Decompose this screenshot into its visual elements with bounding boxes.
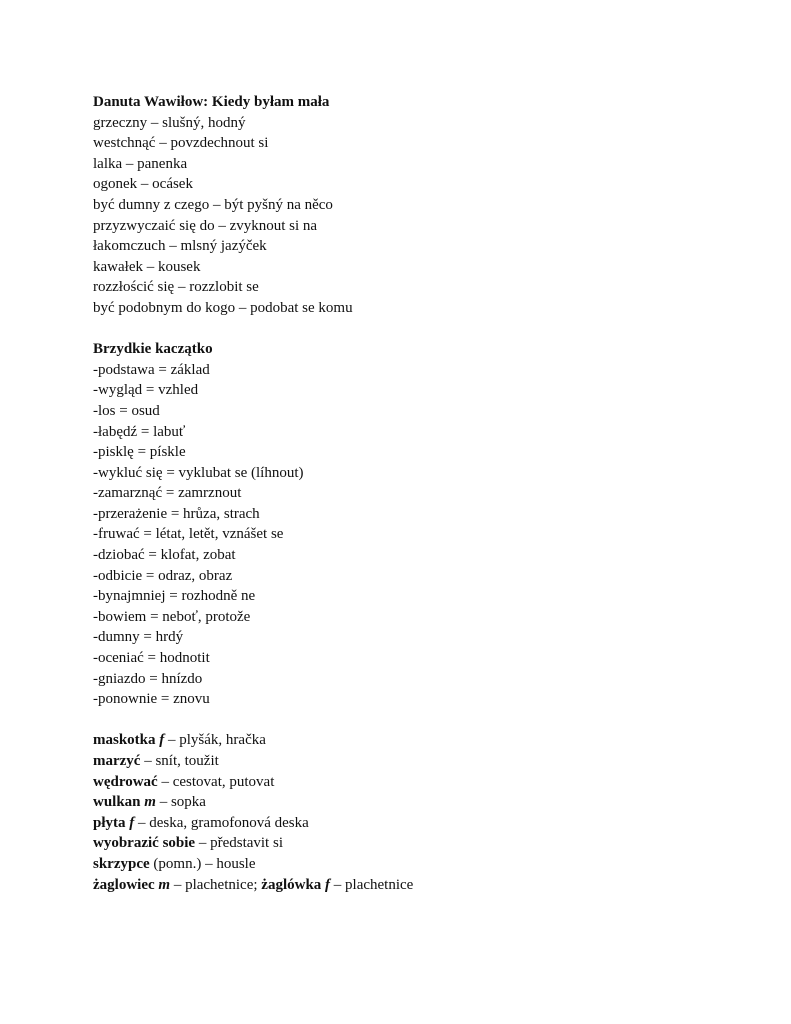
entry-word: wędrować (93, 773, 158, 790)
vocab-line: rozzłościć się – rozzlobit se (93, 279, 259, 296)
vocab-line: kawałek – kousek (93, 258, 201, 275)
vocab-entry (93, 854, 753, 875)
entry-translation: – cestovat, putovat (157, 773, 275, 790)
vocab-line: -bowiem = neboť, protože (93, 608, 251, 625)
vocab-line: przyzwyczaić się do – zvyknout si na (93, 217, 318, 234)
document-page (93, 92, 753, 895)
vocab-line: być dumny z czego – být pyšný na něco (93, 196, 333, 213)
entry-word: żaglowiec (93, 876, 155, 893)
entry-translation: – sopka (155, 794, 206, 811)
entry-translation: – plachetnice (330, 876, 414, 893)
vocab-line: -łabędź = labuť (93, 423, 186, 440)
entry-word: skrzypce (93, 855, 150, 872)
vocab-entry (93, 751, 753, 772)
blank-line (93, 319, 753, 340)
entry-word: wulkan (93, 794, 141, 811)
entry-word: płyta (93, 814, 126, 831)
vocab-line: -zamarznąć = zamrznout (93, 485, 242, 502)
vocab-line: lalka – panenka (93, 155, 188, 172)
vocab-line: -podstawa = základ (93, 361, 210, 378)
entry-translation: (pomn.) – housle (149, 855, 256, 872)
entry-translation: – představit si (195, 835, 283, 852)
vocab-line: -wygląd = vzhled (93, 382, 199, 399)
vocab-line: westchnąć – povzdechnout si (93, 135, 269, 152)
vocab-line: -gniazdo = hnízdo (93, 670, 203, 687)
section-title: Danuta Wawiłow: Kiedy byłam mała (93, 94, 330, 110)
vocab-line: -dumny = hrdý (93, 629, 184, 646)
vocab-entry (93, 875, 753, 896)
entry-word: marzyć (93, 753, 141, 769)
entry-gender: f (325, 876, 331, 893)
entry-gender: m (144, 794, 156, 811)
vocab-line: być podobnym do kogo – podobat se komu (93, 299, 353, 316)
vocab-line: ogonek – ocásek (93, 176, 193, 193)
entry-gender: m (158, 876, 171, 893)
entry-word: maskotka (93, 732, 156, 749)
vocab-entry (93, 813, 753, 834)
vocab-line: -pisklę = pískle (93, 444, 186, 461)
vocab-line: -fruwać = létat, letět, vznášet se (93, 526, 284, 543)
entry-word: żaglówka (261, 876, 322, 893)
vocab-line: grzeczny – slušný, hodný (93, 114, 246, 131)
entry-gender: f (129, 814, 135, 831)
vocab-line: łakomczuch – mlsný jazýček (93, 238, 267, 255)
vocab-line: -dziobać = klofat, zobat (93, 547, 236, 564)
entry-translation: – snít, toužit (140, 753, 219, 769)
section-title: Brzydkie kaczątko (93, 341, 213, 358)
vocab-line: -los = osud (93, 402, 160, 419)
blank-line (93, 710, 753, 731)
vocab-line: -wykluć się = vyklubat se (líhnout) (93, 464, 304, 481)
entry-gender: f (159, 732, 165, 749)
vocab-line: -bynajmniej = rozhodně ne (93, 588, 256, 605)
vocab-line: -odbicie = odraz, obraz (93, 567, 233, 584)
vocab-entry (93, 730, 753, 751)
entry-translation: – plyšák, hračka (164, 732, 266, 749)
vocab-line: -przerażenie = hrůza, strach (93, 505, 260, 522)
entry-translation: – deska, gramofonová deska (134, 814, 309, 831)
entry-translation: – plachetnice; (170, 876, 262, 893)
entry-word: wyobrazić sobie (93, 835, 196, 852)
vocab-entry (93, 792, 753, 813)
vocab-entry (93, 772, 753, 793)
vocab-entry (93, 833, 753, 854)
vocab-line: -oceniać = hodnotit (93, 650, 210, 667)
vocab-line: -ponownie = znovu (93, 691, 210, 708)
